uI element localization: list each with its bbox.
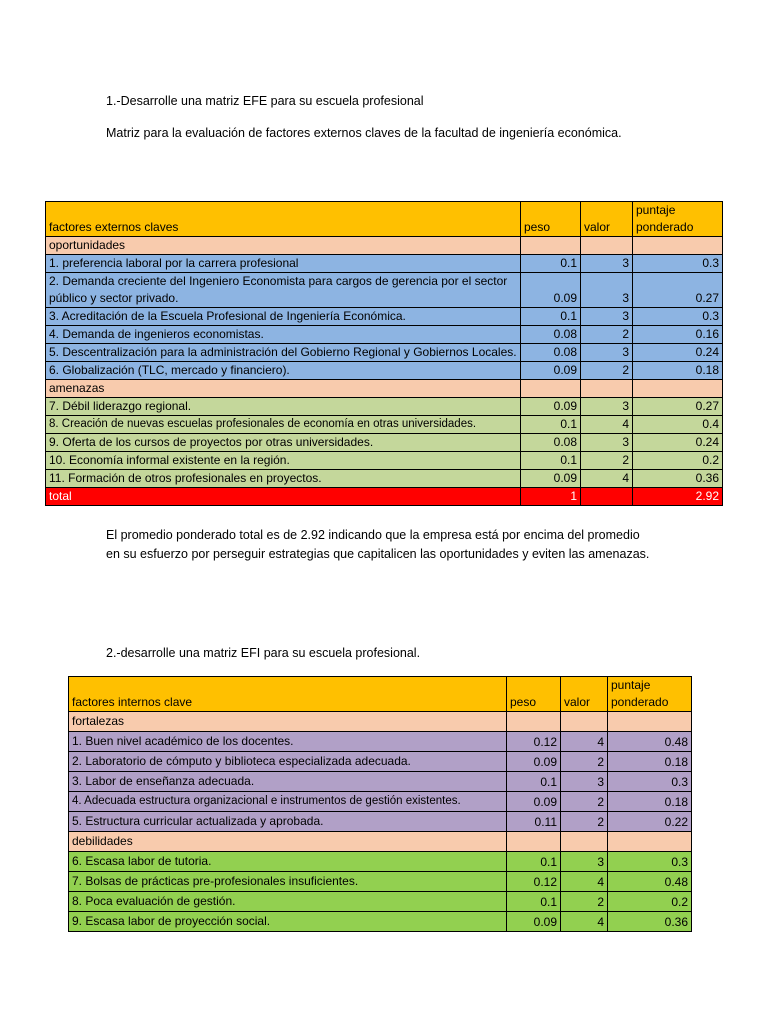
total-peso: 1 (521, 488, 581, 506)
puntaje-cell: 0.3 (608, 852, 692, 872)
peso-cell: 0.09 (507, 752, 561, 772)
factor-cell: 6. Globalización (TLC, mercado y financiero). (46, 362, 521, 380)
peso-cell: 0.08 (521, 344, 581, 362)
peso-cell: 0.1 (521, 416, 581, 434)
efe-table (45, 201, 723, 506)
efe-total-row (46, 488, 723, 506)
factor-cell: 1. preferencia laboral por la carrera profesional (46, 255, 521, 273)
valor-cell: 3 (561, 852, 608, 872)
valor-cell: 3 (581, 273, 633, 308)
peso-cell: 0.08 (521, 434, 581, 452)
puntaje-cell: 0.36 (633, 470, 723, 488)
table-row (46, 434, 723, 452)
puntaje-cell: 0.16 (633, 326, 723, 344)
factor-cell: 7. Débil liderazgo regional. (46, 398, 521, 416)
efi-col-puntaje: puntaje ponderado (608, 677, 692, 712)
puntaje-cell: 0.27 (633, 273, 723, 308)
peso-cell: 0.08 (521, 326, 581, 344)
efe-col-peso: peso (521, 202, 581, 237)
table-row (46, 273, 723, 308)
valor-cell: 2 (581, 326, 633, 344)
table-row (46, 362, 723, 380)
valor-cell: 4 (581, 470, 633, 488)
factor-cell: 8. Poca evaluación de gestión. (69, 892, 507, 912)
puntaje-cell: 0.3 (608, 772, 692, 792)
efe-section-amenazas (46, 380, 723, 398)
factor-cell: 4. Demanda de ingenieros economistas. (46, 326, 521, 344)
table-row (46, 326, 723, 344)
efe-conclusion-line1: El promedio ponderado total es de 2.92 indicando que la empresa está por encima del promedio (106, 528, 640, 542)
peso-cell: 0.09 (507, 912, 561, 932)
table-row (46, 452, 723, 470)
table-row (46, 344, 723, 362)
table-row (46, 255, 723, 273)
section-label: fortalezas (69, 712, 507, 732)
valor-cell: 2 (561, 892, 608, 912)
factor-cell: 9. Oferta de los cursos de proyectos por otras universidades. (46, 434, 521, 452)
total-puntaje: 2.92 (633, 488, 723, 506)
valor-cell: 2 (561, 792, 608, 812)
peso-cell: 0.09 (507, 792, 561, 812)
valor-cell: 3 (581, 344, 633, 362)
puntaje-cell: 0.3 (633, 255, 723, 273)
valor-cell: 3 (581, 255, 633, 273)
puntaje-cell: 0.18 (633, 362, 723, 380)
puntaje-cell: 0.27 (633, 398, 723, 416)
table-row (69, 872, 692, 892)
factor-cell: 7. Bolsas de prácticas pre-profesionales insuficientes. (69, 872, 507, 892)
efi-header-row (69, 677, 692, 712)
puntaje-cell: 0.22 (608, 812, 692, 832)
puntaje-cell: 0.48 (608, 872, 692, 892)
valor-cell: 3 (581, 434, 633, 452)
peso-cell: 0.12 (507, 732, 561, 752)
efi-table (68, 676, 692, 932)
valor-cell: 3 (561, 772, 608, 792)
table-row (69, 892, 692, 912)
efi-col-valor: valor (561, 677, 608, 712)
factor-cell: 5. Descentralización para la administración del Gobierno Regional y Gobiernos Locales. (46, 344, 521, 362)
factor-cell: 2. Demanda creciente del Ingeniero Economista para cargos de gerencia por el sector público y sector privado. (46, 273, 521, 308)
valor-cell: 4 (581, 416, 633, 434)
table-row (46, 470, 723, 488)
factor-cell: 1. Buen nivel académico de los docentes. (69, 732, 507, 752)
puntaje-cell: 0.4 (633, 416, 723, 434)
factor-cell: 9. Escasa labor de proyección social. (69, 912, 507, 932)
peso-cell: 0.09 (521, 362, 581, 380)
section-label: debilidades (69, 832, 507, 852)
puntaje-cell: 0.24 (633, 344, 723, 362)
valor-cell: 2 (561, 752, 608, 772)
factor-cell: 8. Creación de nuevas escuelas profesionales de economía en otras universidades. (46, 416, 521, 434)
puntaje-cell: 0.18 (608, 752, 692, 772)
valor-cell: 3 (581, 398, 633, 416)
efi-heading: 2.-desarrolle una matriz EFI para su escuela profesional. (106, 646, 421, 660)
efi-section-fortalezas (69, 712, 692, 732)
table-row (69, 852, 692, 872)
peso-cell: 0.12 (507, 872, 561, 892)
puntaje-cell: 0.2 (608, 892, 692, 912)
valor-cell: 2 (561, 812, 608, 832)
factor-cell: 11. Formación de otros profesionales en proyectos. (46, 470, 521, 488)
table-row (69, 912, 692, 932)
efe-conclusion-line2: en su esfuerzo por perseguir estrategias que capitalicen las oportunidades y eviten las amenazas. (106, 547, 650, 561)
valor-cell: 3 (581, 308, 633, 326)
table-row (69, 752, 692, 772)
factor-cell: 3. Acreditación de la Escuela Profesional de Ingeniería Económica. (46, 308, 521, 326)
section-label: amenazas (46, 380, 521, 398)
efe-section-oportunidades (46, 237, 723, 255)
table-row (69, 772, 692, 792)
total-label: total (46, 488, 521, 506)
table-row (46, 308, 723, 326)
factor-cell: 6. Escasa labor de tutoria. (69, 852, 507, 872)
valor-cell: 4 (561, 872, 608, 892)
table-row (69, 792, 692, 812)
peso-cell: 0.1 (521, 308, 581, 326)
efe-heading: 1.-Desarrolle una matriz EFE para su escuela profesional (106, 94, 424, 108)
peso-cell: 0.1 (507, 772, 561, 792)
table-row (69, 732, 692, 752)
factor-cell: 4. Adecuada estructura organizacional e instrumentos de gestión existentes. (69, 792, 507, 812)
valor-cell: 2 (581, 452, 633, 470)
peso-cell: 0.09 (521, 398, 581, 416)
peso-cell: 0.1 (507, 892, 561, 912)
puntaje-cell: 0.48 (608, 732, 692, 752)
peso-cell: 0.09 (521, 470, 581, 488)
efi-section-debilidades (69, 832, 692, 852)
peso-cell: 0.1 (521, 255, 581, 273)
puntaje-cell: 0.3 (633, 308, 723, 326)
efe-col-puntaje: puntaje ponderado (633, 202, 723, 237)
efe-subtitle: Matriz para la evaluación de factores externos claves de la facultad de ingeniería económica. (106, 126, 622, 140)
valor-cell: 4 (561, 732, 608, 752)
puntaje-cell: 0.2 (633, 452, 723, 470)
table-row (69, 812, 692, 832)
section-label: oportunidades (46, 237, 521, 255)
puntaje-cell: 0.36 (608, 912, 692, 932)
factor-cell: 10. Economía informal existente en la región. (46, 452, 521, 470)
valor-cell: 2 (581, 362, 633, 380)
table-row (46, 398, 723, 416)
efe-header-row (46, 202, 723, 237)
puntaje-cell: 0.18 (608, 792, 692, 812)
puntaje-cell: 0.24 (633, 434, 723, 452)
peso-cell: 0.09 (521, 273, 581, 308)
valor-cell: 4 (561, 912, 608, 932)
peso-cell: 0.1 (507, 852, 561, 872)
peso-cell: 0.1 (521, 452, 581, 470)
efe-col-factor: factores externos claves (46, 202, 521, 237)
efi-col-factor: factores internos clave (69, 677, 507, 712)
table-row (46, 416, 723, 434)
factor-cell: 3. Labor de enseñanza adecuada. (69, 772, 507, 792)
efe-col-valor: valor (581, 202, 633, 237)
factor-cell: 2. Laboratorio de cómputo y biblioteca especializada adecuada. (69, 752, 507, 772)
efi-col-peso: peso (507, 677, 561, 712)
peso-cell: 0.11 (507, 812, 561, 832)
factor-cell: 5. Estructura curricular actualizada y aprobada. (69, 812, 507, 832)
